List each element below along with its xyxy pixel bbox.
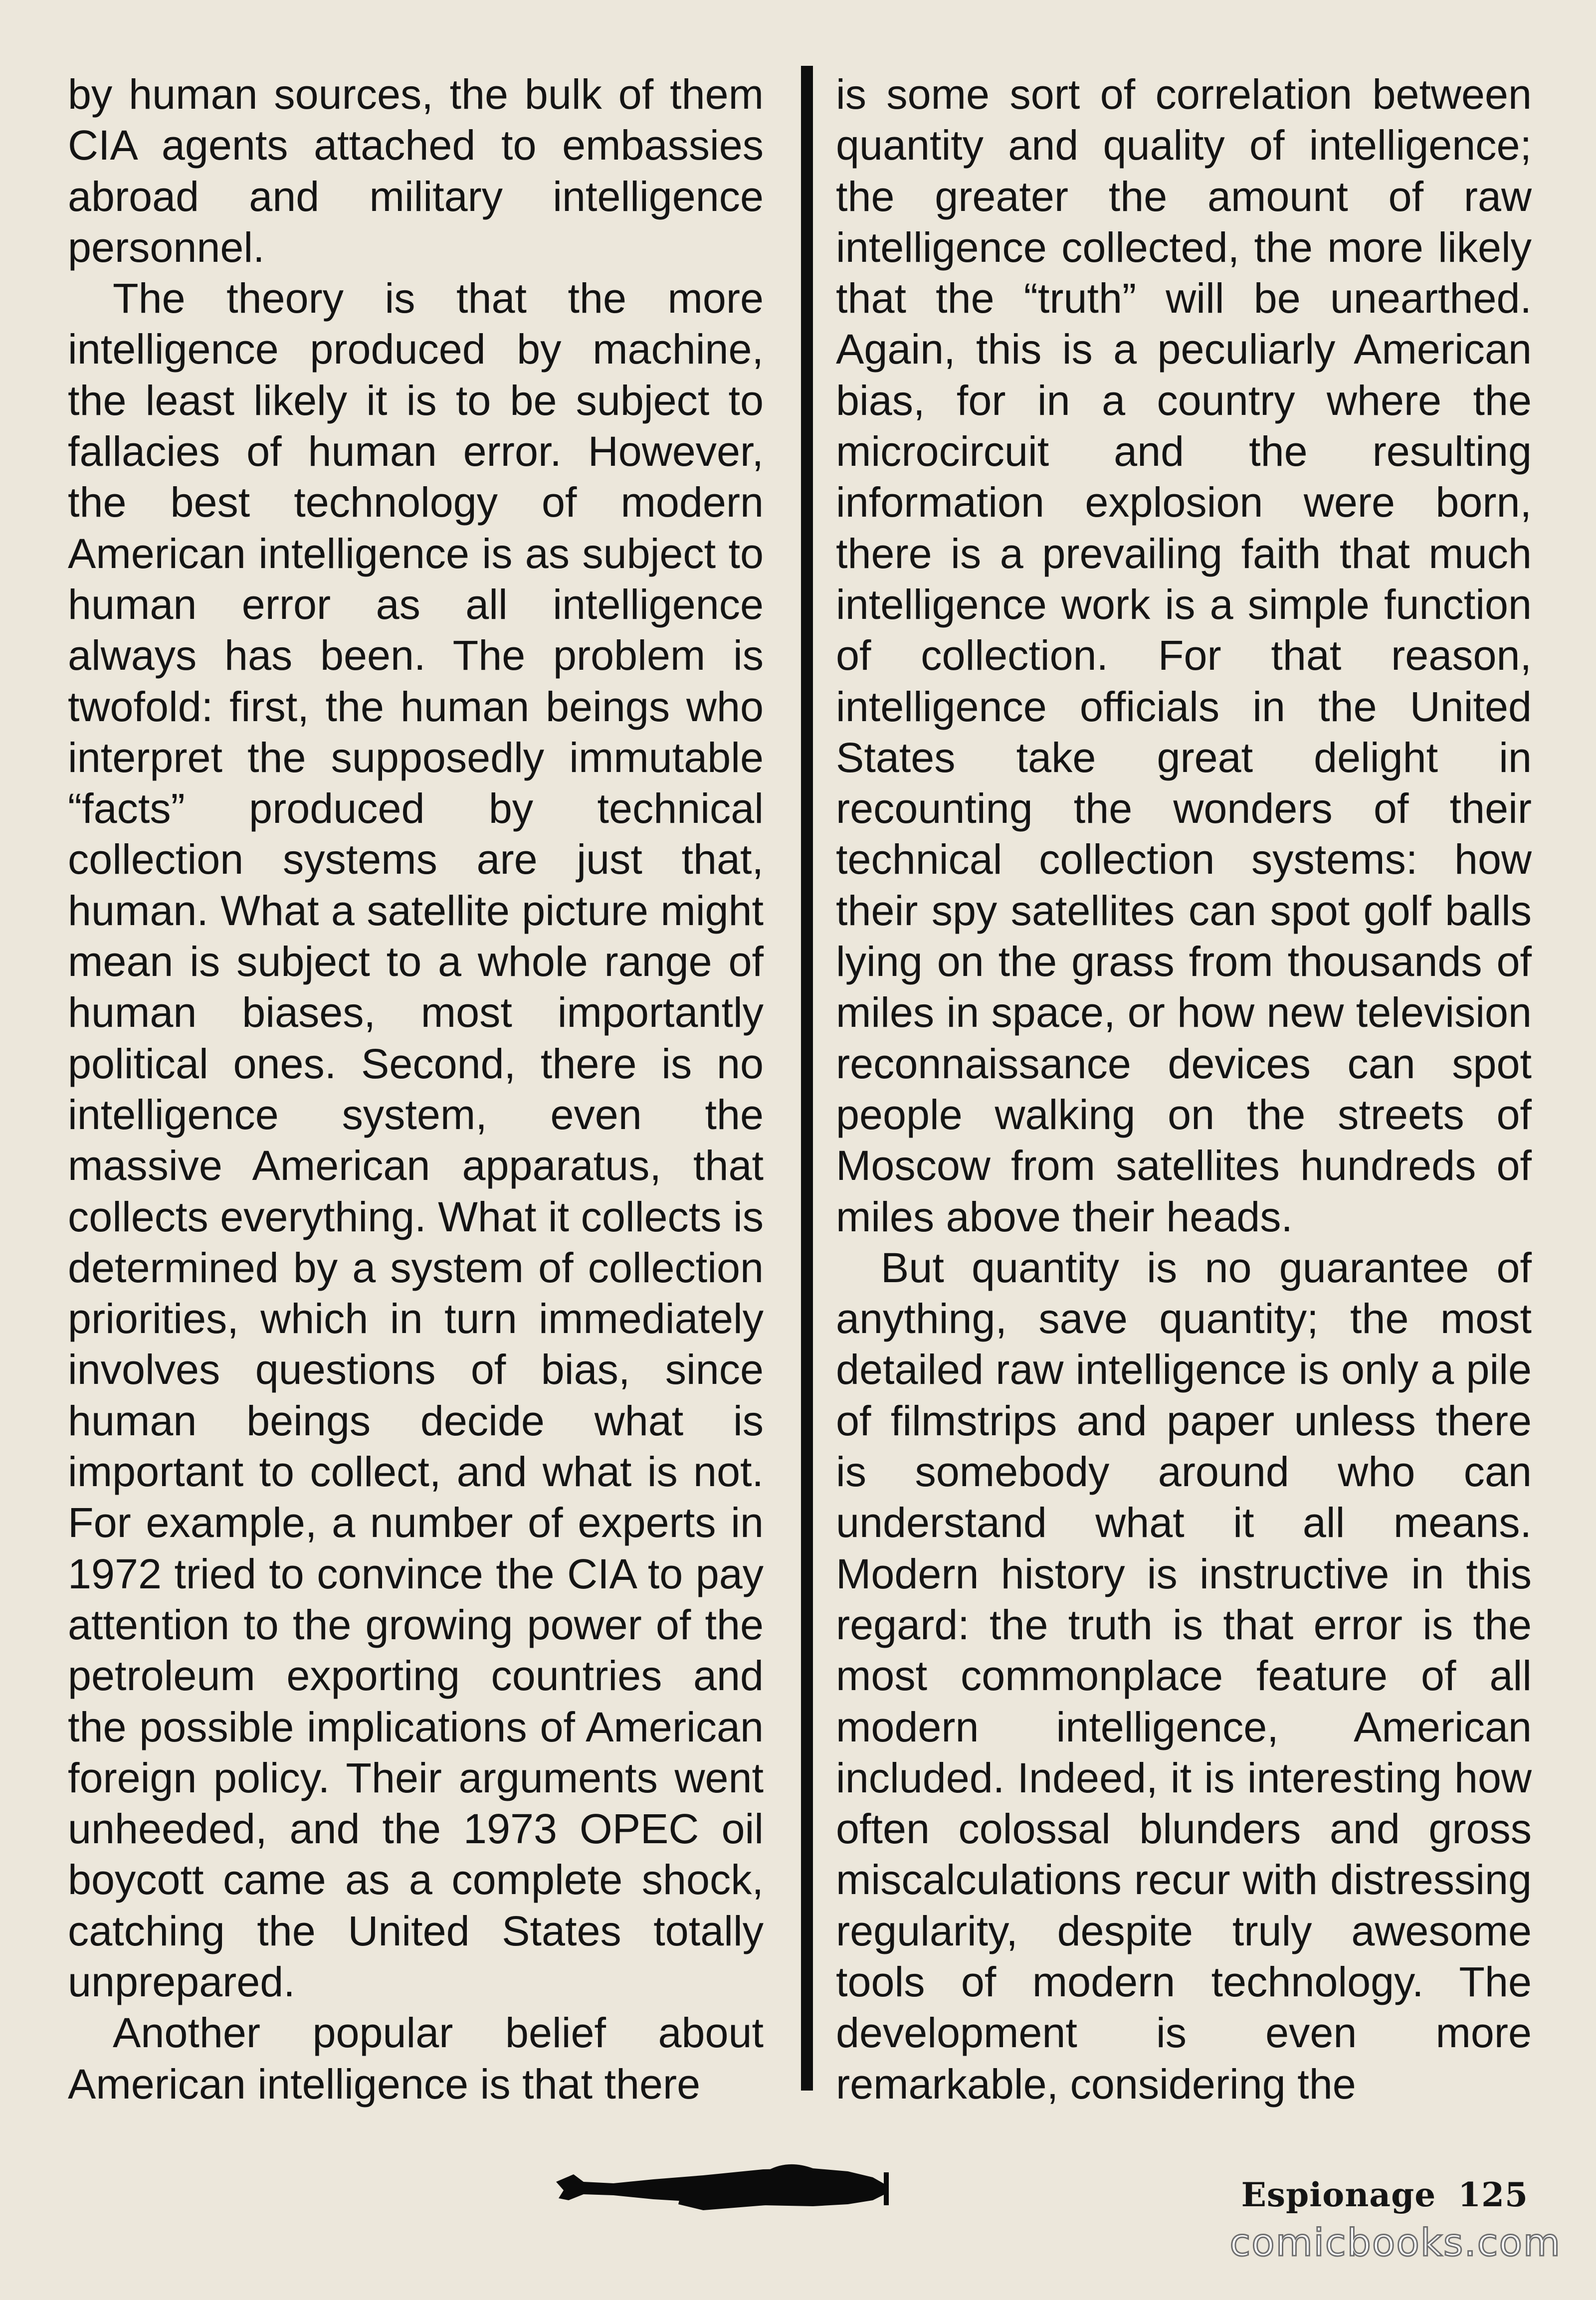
- right-column: [836, 69, 1532, 2109]
- column-divider-rule: [801, 66, 813, 2091]
- watermark: comicbooks.com: [1229, 2220, 1561, 2265]
- paragraph: is some sort of correlation between quantity and quality of intelligence; the greater the amount of raw intelligence collected, the more likely that the “truth” will be unearthed. Again, this is a peculiarly American bias, for in a country where the microcircuit and the resulting information explosion were born, there is a prevailing faith that much intelligence work is a simple function of collection. For that reason, intelligence officials in the United States take great delight in recounting the wonders of their technical collection systems: how their spy satellites can spot golf balls lying on the grass from thousands of miles in space, or how new television reconnaissance devices can spot people walking on the streets of Moscow from satellites hundreds of miles above their heads.: [836, 71, 1532, 1240]
- paragraph: Another popular belief about American intelligence is that there: [68, 2009, 764, 2108]
- left-column: [68, 69, 764, 2109]
- section-title: Espionage: [1241, 2175, 1436, 2214]
- page-number: 125: [1458, 2175, 1528, 2214]
- paragraph: But quantity is no guarantee of anything, save quantity; the most detailed raw intelligence is only a pile of filmstrips and paper unless there is somebody around who can understand what it all means. Modern history is instructive in this regard: the truth is that error is the most commonplace feature of all modern intelligence, American included. Indeed, it is interesting how often colossal blunders and gross miscalculations recur with distressing regularity, despite truly awesome tools of modern technology. The development is even more remarkable, considering the: [836, 1244, 1532, 2108]
- airplane-silhouette-icon: [554, 2154, 893, 2219]
- page-footer: [1241, 2175, 1528, 2214]
- paragraph: by human sources, the bulk of them CIA agents attached to embassies abroad and military intelligence personnel.: [68, 71, 764, 271]
- paragraph: The theory is that the more intelligence produced by machine, the least likely it is to be subject to fallacies of human error. However, the best technology of modern American intelligence is as subject to human error as all intelligence always has been. The problem is twofold: first, the human beings who interpret the supposedly immutable “facts” produced by technical collection systems are just that, human. What a satellite picture might mean is subject to a whole range of human biases, most importantly political ones. Second, there is no intelligence system, even the massive American apparatus, that collects everything. What it collects is determined by a system of collection priorities, which in turn immediately involves questions of bias, since human beings decide what is important to collect, and what is not. For example, a number of experts in 1972 tried to convince the CIA to pay attention to the growing power of the petroleum exporting countries and the possible implications of American foreign policy. Their arguments went unheeded, and the 1973 OPEC oil boycott came as a complete shock, catching the United States totally unprepared.: [68, 275, 764, 2005]
